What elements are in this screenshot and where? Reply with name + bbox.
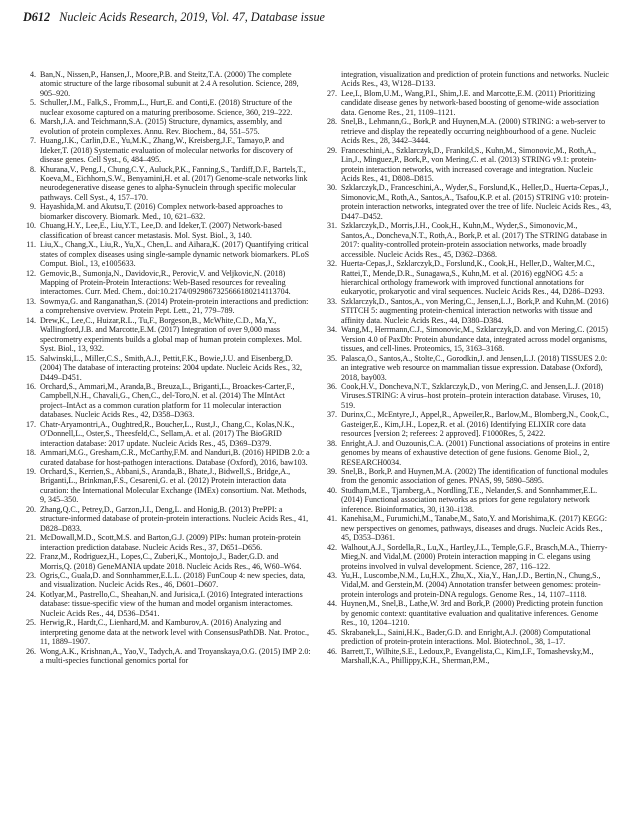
reference-entry xyxy=(23,590,311,618)
reference-text: Ban,N., Nissen,P., Hansen,J., Moore,P.B. and Steitz,T.A. (2000) The complete atomic structure of the large ribosomal subunit at 2.4 A resolution. Science, 289, 905–920. xyxy=(40,70,299,98)
reference-text: Orchard,S., Ammari,M., Aranda,B., Breuza,L., Briganti,L., Broackes-Carter,F., Campbell,N.H., Chavali,G., Chen,C., del-Toro,N. et al. (2014) The MIntAct project–IntAct as a common curation platform for 11 molecular interaction databases. Nucleic Acids Res., 42, D358–D363. xyxy=(40,381,295,420)
reference-number: 10. xyxy=(25,221,36,231)
reference-text: Palasca,O., Santos,A., Stolte,C., Gorodkin,J. and Jensen,L.J. (2018) TISSUES 2.0: an integrative web resource on mammalian tissue expression. Database (Oxford), 2018, bay003. xyxy=(341,353,608,382)
reference-number: 21. xyxy=(25,533,36,543)
reference-number: 31. xyxy=(326,221,337,231)
reference-number: 8. xyxy=(29,164,36,174)
reference-text: Yu,H., Luscombe,N.M., Lu,H.X., Zhu,X., Xia,Y., Han,J.D., Bertin,N., Chung,S., Vidal,M. and Gerstein,M. (2004) Annotation transfer between genomes: protein-protein interologs and protein-DNA regulogs. Genome Res., 14, 1107–1118. xyxy=(341,571,601,599)
reference-text: Kanehisa,M., Furumichi,M., Tanabe,M., Sato,Y. and Morishima,K. (2017) KEGG: new perspectives on genomes, pathways, diseases and drugs. Nucleic Acids Res., 45, D353–D361. xyxy=(341,514,607,543)
reference-number: 16. xyxy=(25,381,36,391)
reference-text: Enright,A.J. and Ouzounis,C.A. (2001) Functional associations of proteins in entire genomes by means of exhaustive detection of gene fusions. Genome Biol., 2, RESEARCH0034. xyxy=(341,438,610,467)
reference-entry xyxy=(23,467,311,505)
reference-number: 35. xyxy=(326,353,337,363)
reference-number: 32. xyxy=(326,259,337,269)
reference-entry xyxy=(324,628,612,647)
reference-text: Wong,A.K., Krishnan,A., Yao,V., Tadych,A. and Troyanskaya,O.G. (2015) IMP 2.0: a multi-species functional genomics portal for xyxy=(40,646,311,666)
page-number: D612 xyxy=(23,10,51,24)
reference-entry xyxy=(23,448,311,467)
reference-number: 7. xyxy=(29,136,36,146)
reference-text: McDowall,M.D., Scott,M.S. and Barton,G.J. (2009) PIPs: human protein-protein interaction prediction database. Nucleic Acids Res., 37, D651–D656. xyxy=(40,533,301,552)
reference-entry xyxy=(324,543,612,571)
reference-entry xyxy=(23,533,311,552)
reference-text: Kotlyar,M., Pastrello,C., Sheahan,N. and Jurisica,I. (2016) Integrated interactions database: tissue-specific view of the human and model organism interactomes. Nucleic Acids Res., 44, D536–D541. xyxy=(40,589,303,618)
reference-entry xyxy=(23,618,311,646)
reference-text: integration, visualization and prediction of protein functions and networks. Nucleic Acids Res., 43, W128–D133. xyxy=(341,70,609,89)
reference-entry xyxy=(324,325,612,353)
reference-number: 15. xyxy=(25,353,36,363)
reference-entry xyxy=(324,297,612,325)
reference-entry xyxy=(23,316,311,354)
reference-entry xyxy=(23,165,311,203)
reference-number: 24. xyxy=(25,589,36,599)
reference-text: Gemovic,B., Sumonja,N., Davidovic,R., Perovic,V. and Veljkovic,N. (2018) Mapping of Protein-Protein Interactions: Web-Based resources for revealing interactomes. Curr. Med. Chem., doi:10.2174/0929867325666180214113704. xyxy=(40,268,291,297)
reference-entry xyxy=(23,70,311,98)
reference-text: Chatr-Aryamontri,A., Oughtred,R., Boucher,L., Rust,J., Chang,C., Kolas,N.K., O'Donnell,L., Oster,S., Theesfeld,C., Sellam,A. et al. (2017) The BioGRID interaction database: 2017 update. Nucleic Acids Res., 45, D369–D379. xyxy=(40,419,295,448)
reference-text: Ogris,C., Guala,D. and Sonnhammer,E.L.L. (2018) FunCoup 4: new species, data, and visualization. Nucleic Acids Res., 46, D601–D607. xyxy=(40,571,306,590)
reference-entry xyxy=(324,571,612,599)
reference-entry xyxy=(23,117,311,136)
reference-number: 41. xyxy=(326,514,337,524)
reference-entry xyxy=(324,70,612,89)
reference-entry xyxy=(324,259,612,297)
reference-number: 14. xyxy=(25,315,36,325)
reference-entry xyxy=(324,410,612,438)
reference-entry xyxy=(23,420,311,448)
reference-text: Huang,J.K., Carlin,D.E., Yu,M.K., Zhang,W., Kreisberg,J.F., Tamayo,P. and Ideker,T. (2018) Systematic evaluation of molecular networks for discovery of disease genes. Cell Syst., 6, 484–495. xyxy=(40,136,293,165)
reference-text: Franz,M., Rodriguez,H., Lopes,C., Zuberi,K., Montojo,J., Bader,G.D. and Morris,Q. (2018) GeneMANIA update 2018. Nucleic Acids Res., 46, W60–W64. xyxy=(40,552,302,571)
reference-text: Schuller,J.M., Falk,S., Fromm,L., Hurt,E. and Conti,E. (2018) Structure of the nuclear exosome captured on a maturing preribosome. Science, 360, 219–222. xyxy=(40,98,293,117)
reference-text: Hayashida,M. and Akutsu,T. (2016) Complex network-based approaches to biomarker discovery. Biomark. Med., 10, 621–632. xyxy=(40,202,283,221)
reference-number: 30. xyxy=(326,183,337,193)
reference-number: 38. xyxy=(326,438,337,448)
reference-number: 17. xyxy=(25,419,36,429)
reference-number: 18. xyxy=(25,448,36,458)
reference-number: 12. xyxy=(25,268,36,278)
reference-text: Wang,M., Herrmann,C.J., Simonovic,M., Szklarczyk,D. and von Mering,C. (2015) Version 4.0 of PaxDb: Protein abundance data, integrated across model organisms, tissues, and cell-lines. Proteomics, 15, 3163–3168. xyxy=(341,325,608,354)
reference-entry xyxy=(23,98,311,117)
reference-entry xyxy=(324,467,612,486)
reference-entry xyxy=(324,354,612,382)
reference-text: Snel,B., Bork,P. and Huynen,M.A. (2002) The identification of functional modules from the genomic association of genes. PNAS, 99, 5890–5895. xyxy=(341,467,608,486)
reference-text: Herwig,R., Hardt,C., Lienhard,M. and Kamburov,A. (2016) Analyzing and interpreting genome data at the network level with ConsensusPathDB. Nat. Protoc., 11, 1889–1907. xyxy=(40,618,310,647)
reference-entry xyxy=(23,240,311,268)
reference-number: 34. xyxy=(326,325,337,335)
reference-text: Drew,K., Lee,C., Huizar,R.L., Tu,F., Borgeson,B., McWhite,C.D., Ma,Y., Wallingford,J.B. and Marcotte,E.M. (2017) Integration of over 9,000 mass spectrometry experiments builds a global map of human protein complexes. Mol. Syst. Biol., 13, 932. xyxy=(40,315,302,354)
reference-entry xyxy=(23,571,311,590)
reference-number: 11. xyxy=(26,240,36,250)
journal-citation: Nucleic Acids Research, 2019, Vol. 47, Database issue xyxy=(59,10,325,24)
reference-number: 19. xyxy=(25,467,36,477)
reference-text: Marsh,J.A. and Teichmann,S.A. (2015) Structure, dynamics, assembly, and evolution of protein complexes. Annu. Rev. Biochem., 84, 551–575. xyxy=(40,117,282,136)
reference-number: 25. xyxy=(25,618,36,628)
reference-number: 5. xyxy=(29,98,36,108)
reference-number: 26. xyxy=(25,646,36,656)
reference-number: 20. xyxy=(25,504,36,514)
reference-entry xyxy=(23,269,311,297)
reference-text: Franceschini,A., Szklarczyk,D., Frankild,S., Kuhn,M., Simonovic,M., Roth,A., Lin,J., Minguez,P., Bork,P., von Mering,C. et al. (2013) STRING v9.1: protein-protein interaction networks, with increased coverage and integration. Nucleic Acids Res., 41, D808–D815. xyxy=(341,145,597,183)
reference-text: Szklarczyk,D., Santos,A., von Mering,C., Jensen,L.J., Bork,P. and Kuhn,M. (2016) STITCH 5: augmenting protein-chemical interaction networks with tissue and affinity data. Nucleic Acids Res., 44, D380–D384. xyxy=(341,296,609,325)
reference-entry xyxy=(23,221,311,240)
reference-text: Sowmya,G. and Ranganathan,S. (2014) Protein-protein interactions and prediction: a comprehensive overview. Protein Pept. Lett., 21, 779–789. xyxy=(40,296,309,316)
reference-number: 29. xyxy=(326,145,337,155)
reference-entry xyxy=(23,297,311,316)
reference-text: Szklarczyk,D., Morris,J.H., Cook,H., Kuhn,M., Wyder,S., Simonovic,M., Santos,A., Doncheva,N.T., Roth,A., Bork,P. et al. (2017) The STRING database in 2017: quality-controlled protein-protein association networks, made broadly accessible. Nucleic Acids Res., 45, D362–D368. xyxy=(341,221,607,259)
reference-text: Snel,B., Lehmann,G., Bork,P. and Huynen,M.A. (2000) STRING: a web-server to retrieve and display the repeatedly occurring neighbourhood of a gene. Nucleic Acids Res., 28, 3442–3444. xyxy=(341,117,606,146)
reference-entry xyxy=(23,202,311,221)
reference-text: Orchard,S., Kerrien,S., Abbani,S., Aranda,B., Bhate,J., Bidwell,S., Bridge,A., Briganti,L., Brinkman,F.S., Cesareni,G. et al. (2012) Protein interaction data curation: the International Molecular Exchange (IMEx) consortium. Nat. Methods, 9, 345–350. xyxy=(40,467,307,505)
reference-entry xyxy=(324,117,612,145)
reference-entry xyxy=(324,514,612,542)
reference-entry xyxy=(324,647,612,666)
reference-text: Khurana,V., Peng,J., Chung,C.Y., Auluck,P.K., Fanning,S., Tardiff,D.F., Bartels,T., Koeva,M., Eichhorn,S.W., Benyamini,H. et al. (2017) Genome-scale networks link neurodegenerative disease genes to alpha-Synuclein through specific molecular pathways. Cell Syst., 4, 157–170. xyxy=(40,164,308,202)
reference-number: 28. xyxy=(326,117,337,127)
reference-number: 40. xyxy=(326,485,337,495)
reference-text: Cook,H.V., Doncheva,N.T., Szklarczyk,D., von Mering,C. and Jensen,L.J. (2018) Viruses.STRING: A virus–host protein–protein interaction database. Viruses, 10, 519. xyxy=(341,381,604,410)
reference-text: Barrett,T., Wilhite,S.E., Ledoux,P., Evangelista,C., Kim,I.F., Tomashevsky,M., Marshall,K.A., Phillippy,K.H., Sherman,P.M., xyxy=(341,646,594,666)
reference-number: 36. xyxy=(326,381,337,391)
reference-text: Zhang,Q.C., Petrey,D., Garzon,J.I., Deng,L. and Honig,B. (2013) PrePPI: a structure-informed database of protein-protein interactions. Nucleic Acids Res., 41, D828–D833. xyxy=(40,504,309,533)
running-header xyxy=(23,10,325,25)
reference-text: Skrabanek,L., Saini,H.K., Bader,G.D. and Enright,A.J. (2008) Computational prediction of protein-protein interactions. Mol. Biotechnol., 38, 1–17. xyxy=(341,627,591,647)
reference-entry xyxy=(324,89,612,117)
reference-number: 4. xyxy=(29,70,36,79)
reference-entry xyxy=(324,146,612,184)
reference-number: 6. xyxy=(29,117,36,127)
reference-entry xyxy=(324,439,612,467)
reference-text: Walhout,A.J., Sordella,R., Lu,X., Hartley,J.L., Temple,G.F., Brasch,M.A., Thierry-Mieg,N. and Vidal,M. (2000) Protein interaction mapping in C. elegans using proteins involved in vulval development. Science, 287, 116–122. xyxy=(341,542,608,571)
reference-entry xyxy=(324,221,612,259)
reference-number: 27. xyxy=(326,88,337,98)
reference-entry xyxy=(324,486,612,514)
reference-text: Ammari,M.G., Gresham,C.R., McCarthy,F.M. and Nanduri,B. (2016) HPIDB 2.0: a curated database for host-pathogen interactions. Database (Oxford), 2016, baw103. xyxy=(40,448,310,467)
reference-entry xyxy=(23,354,311,382)
reference-number: 13. xyxy=(25,296,36,306)
reference-text: Szklarczyk,D., Franceschini,A., Wyder,S., Forslund,K., Heller,D., Huerta-Cepas,J., Simonovic,M., Roth,A., Santos,A., Tsafou,K.P. et al. (2015) STRING v10: protein-protein interaction networks, integrated over the tree of life. Nucleic Acids Res., 43, D447–D452. xyxy=(341,183,612,221)
reference-number: 37. xyxy=(326,410,337,420)
reference-entry xyxy=(23,136,311,164)
references-right-column xyxy=(324,70,612,666)
references-left-column xyxy=(23,70,311,666)
reference-number: 44. xyxy=(326,599,337,609)
reference-text: Studham,M.E., Tjarnberg,A., Nordling,T.E., Nelander,S. and Sonnhammer,E.L. (2014) Functional association networks as priors for gene regulatory network inference. Bioinformatics, 30, i130–i138. xyxy=(341,485,598,514)
reference-text: Lee,I., Blom,U.M., Wang,P.I., Shim,J.E. and Marcotte,E.M. (2011) Prioritizing candidate disease genes by network-based boosting of genome-wide association data. Genome Res., 21, 1109–1121. xyxy=(341,88,599,117)
reference-number: 23. xyxy=(25,571,36,581)
reference-text: Chuang,H.Y., Lee,E., Liu,Y.T., Lee,D. and Ideker,T. (2007) Network-based classification of breast cancer metastasis. Mol. Syst. Biol., 3, 140. xyxy=(40,221,282,240)
reference-number: 9. xyxy=(29,202,36,212)
reference-entry xyxy=(23,552,311,571)
reference-number: 46. xyxy=(326,646,337,656)
reference-text: Huerta-Cepas,J., Szklarczyk,D., Forslund,K., Cook,H., Heller,D., Walter,M.C., Rattei,T., Mende,D.R., Sunagawa,S., Kuhn,M. et al. (2016) eggNOG 4.5: a hierarchical orthology framework with improved functional annotations for eukaryotic, prokaryotic and viral sequences. Nucleic Acids Res., 44, D286–D293. xyxy=(341,259,605,297)
reference-entry xyxy=(23,647,311,666)
reference-number: 42. xyxy=(326,542,337,552)
reference-text: Huynen,M., Snel,B., Lathe,W. 3rd and Bork,P. (2000) Predicting protein function by genomic context: quantitative evaluation and qualitative inferences. Genome Res., 10, 1204–1210. xyxy=(341,599,603,628)
reference-number: 22. xyxy=(25,552,36,562)
reference-text: Salwinski,L., Miller,C.S., Smith,A.J., Pettit,F.K., Bowie,J.U. and Eisenberg,D. (2004) The database of interacting proteins: 2004 update. Nucleic Acids Res., 32, D449–D451. xyxy=(40,353,302,382)
reference-number: 39. xyxy=(326,467,337,477)
reference-number: 33. xyxy=(326,296,337,306)
reference-number: 43. xyxy=(326,571,337,581)
reference-number: 45. xyxy=(326,627,337,637)
reference-text: Liu,X., Chang,X., Liu,R., Yu,X., Chen,L. and Aihara,K. (2017) Quantifying critical states of complex diseases using single-sample dynamic network biomarkers. PLoS Comput. Biol., 13, e1005633. xyxy=(40,240,310,269)
reference-entry xyxy=(23,382,311,420)
reference-entry xyxy=(324,183,612,221)
reference-text: Durinx,C., McEntyre,J., Appel,R., Apweiler,R., Barlow,M., Blomberg,N., Cook,C., Gasteiger,E., Kim,J.H., Lopez,R. et al. (2016) Identifying ELIXIR core data resources [version 2; referees: 2 approved]. F1000Res, 5, 2422. xyxy=(341,410,609,439)
reference-entry xyxy=(23,505,311,533)
reference-entry xyxy=(324,382,612,410)
reference-entry xyxy=(324,599,612,627)
